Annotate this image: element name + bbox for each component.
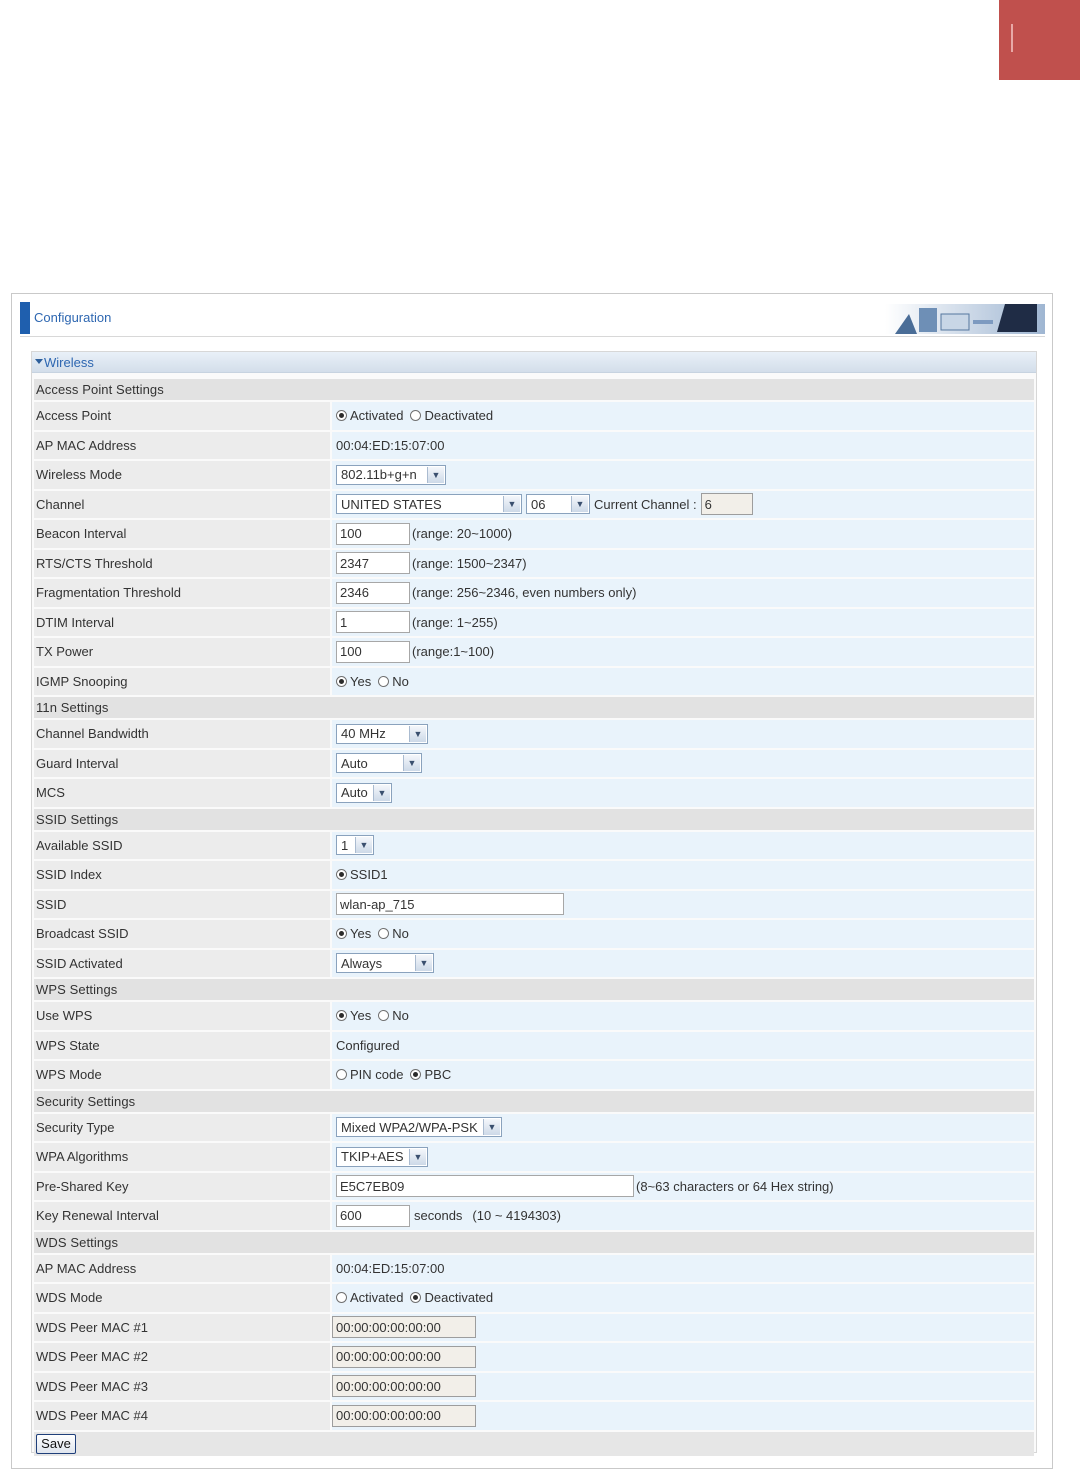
key-renewal-label: Key Renewal Interval xyxy=(34,1202,330,1230)
settings-table xyxy=(34,379,1034,1456)
rts-threshold-label: RTS/CTS Threshold xyxy=(34,550,330,578)
wireless-mode-select[interactable] xyxy=(336,465,446,485)
igmp-no-label: No xyxy=(392,673,409,689)
broadcast-no-label: No xyxy=(392,926,409,942)
chevron-down-icon: ▼ xyxy=(483,1119,500,1135)
page-title: Configuration xyxy=(34,310,112,325)
ssid-activated-row xyxy=(34,950,1034,978)
igmp-yes-radio[interactable] xyxy=(336,676,347,687)
available-ssid-value: 1 xyxy=(341,837,349,853)
tx-power-note: (range:1~100) xyxy=(412,644,495,660)
fragmentation-threshold-note: (range: 256~2346, even numbers only) xyxy=(412,585,637,601)
wds-activated-radio[interactable] xyxy=(336,1292,347,1303)
wds-peer-mac-label: WDS Peer MAC #2 xyxy=(34,1343,330,1371)
security-type-value: Mixed WPA2/WPA-PSK xyxy=(341,1119,478,1135)
ssid-input[interactable]: wlan-ap_715 xyxy=(336,893,564,915)
wds-peer-mac-label: WDS Peer MAC #3 xyxy=(34,1373,330,1401)
collapse-triangle-icon xyxy=(35,359,43,364)
ssid-index-row xyxy=(34,861,1034,889)
wds-peer-mac-input: 00:00:00:00:00:00 xyxy=(332,1346,476,1368)
wps-no-label: No xyxy=(392,1008,409,1024)
broadcast-no-radio[interactable] xyxy=(378,928,389,939)
available-ssid-label: Available SSID xyxy=(34,832,330,860)
wps-settings-heading: WPS Settings xyxy=(34,979,1034,1000)
access-point-settings-heading: Access Point Settings xyxy=(34,379,1034,400)
wps-mode-label: WPS Mode xyxy=(34,1061,330,1089)
wps-yes-radio[interactable] xyxy=(336,1010,347,1021)
broadcast-yes-label: Yes xyxy=(350,926,372,942)
channel-value: 06 xyxy=(531,496,546,512)
wds-ap-mac-row xyxy=(34,1255,1034,1283)
deactivated-label: Deactivated xyxy=(424,408,494,424)
wireless-mode-row xyxy=(34,461,1034,489)
header-accent-bar xyxy=(20,302,30,334)
key-renewal-unit: seconds xyxy=(414,1208,463,1224)
beacon-interval-label: Beacon Interval xyxy=(34,520,330,548)
pre-shared-key-input[interactable]: E5C7EB09 xyxy=(336,1175,634,1197)
chevron-down-icon: ▼ xyxy=(415,955,432,971)
chevron-down-icon: ▼ xyxy=(373,785,390,801)
wireless-mode-value: 802.11b+g+n xyxy=(341,467,417,483)
channel-bandwidth-value: 40 MHz xyxy=(341,726,386,742)
ssid-activated-label: SSID Activated xyxy=(34,950,330,978)
wireless-container xyxy=(31,351,1037,1453)
page-corner-tab xyxy=(999,0,1080,80)
tx-power-row xyxy=(34,638,1034,666)
wds-peer-mac-label: WDS Peer MAC #1 xyxy=(34,1314,330,1342)
ssid-index-label: SSID Index xyxy=(34,861,330,889)
ap-mac-label: AP MAC Address xyxy=(34,432,330,460)
igmp-yes-label: Yes xyxy=(350,673,372,689)
11n-settings-heading: 11n Settings xyxy=(34,697,1034,718)
chevron-down-icon: ▼ xyxy=(503,496,520,512)
mcs-value: Auto xyxy=(341,785,368,801)
available-ssid-select[interactable] xyxy=(336,835,374,855)
pre-shared-key-row xyxy=(34,1173,1034,1201)
ssid1-label: SSID1 xyxy=(350,867,388,883)
tx-power-input[interactable]: 100 xyxy=(336,641,410,663)
ap-mac-row xyxy=(34,432,1034,460)
wpa-algorithms-row xyxy=(34,1143,1034,1171)
security-type-label: Security Type xyxy=(34,1114,330,1142)
ap-mac-value: 00:04:ED:15:07:00 xyxy=(336,437,445,453)
configuration-panel xyxy=(11,293,1053,1469)
chevron-down-icon: ▼ xyxy=(355,837,372,853)
access-point-row xyxy=(34,402,1034,430)
security-settings-heading: Security Settings xyxy=(34,1091,1034,1112)
wireless-mode-label: Wireless Mode xyxy=(34,461,330,489)
broadcast-yes-radio[interactable] xyxy=(336,928,347,939)
wds-peer-mac-row xyxy=(34,1373,1034,1401)
mcs-select[interactable] xyxy=(336,783,392,803)
wpa-algorithms-select[interactable] xyxy=(336,1147,428,1167)
corner-tick xyxy=(1011,24,1013,52)
wps-pin-label: PIN code xyxy=(350,1067,404,1083)
guard-interval-label: Guard Interval xyxy=(34,750,330,778)
beacon-interval-note: (range: 20~1000) xyxy=(412,526,513,542)
broadcast-ssid-label: Broadcast SSID xyxy=(34,920,330,948)
pre-shared-key-label: Pre-Shared Key xyxy=(34,1173,330,1201)
chevron-down-icon: ▼ xyxy=(403,755,420,771)
access-point-activated-radio[interactable] xyxy=(336,410,347,421)
wps-pbc-label: PBC xyxy=(424,1067,452,1083)
fragmentation-threshold-label: Fragmentation Threshold xyxy=(34,579,330,607)
access-point-label: Access Point xyxy=(34,402,330,430)
available-ssid-row xyxy=(34,832,1034,860)
country-select[interactable] xyxy=(336,494,522,514)
wps-pbc-radio[interactable] xyxy=(410,1069,421,1080)
ssid1-radio[interactable] xyxy=(336,869,347,880)
igmp-snooping-label: IGMP Snooping xyxy=(34,668,330,696)
mcs-label: MCS xyxy=(34,779,330,807)
use-wps-label: Use WPS xyxy=(34,1002,330,1030)
channel-select[interactable] xyxy=(526,494,590,514)
activated-label: Activated xyxy=(350,408,404,424)
wps-state-label: WPS State xyxy=(34,1032,330,1060)
security-type-row xyxy=(34,1114,1034,1142)
rts-threshold-input[interactable]: 2347 xyxy=(336,552,410,574)
channel-bandwidth-label: Channel Bandwidth xyxy=(34,720,330,748)
wds-deactivated-radio[interactable] xyxy=(410,1292,421,1303)
wds-peer-mac-row xyxy=(34,1314,1034,1342)
chevron-down-icon: ▼ xyxy=(409,726,426,742)
wps-pin-radio[interactable] xyxy=(336,1069,347,1080)
tx-power-label: TX Power xyxy=(34,638,330,666)
network-banner-icon xyxy=(885,300,1045,336)
beacon-interval-input[interactable]: 100 xyxy=(336,523,410,545)
chevron-down-icon: ▼ xyxy=(571,496,588,512)
save-bar xyxy=(34,1432,1034,1456)
guard-interval-row xyxy=(34,750,1034,778)
guard-interval-select[interactable] xyxy=(336,753,422,773)
dtim-interval-row xyxy=(34,609,1034,637)
save-button[interactable]: Save xyxy=(36,1434,76,1454)
ssid-row xyxy=(34,891,1034,919)
rts-threshold-row xyxy=(34,550,1034,578)
beacon-interval-row xyxy=(34,520,1034,548)
key-renewal-row xyxy=(34,1202,1034,1230)
igmp-snooping-row xyxy=(34,668,1034,696)
wps-state-value: Configured xyxy=(336,1037,400,1053)
wds-mode-label: WDS Mode xyxy=(34,1284,330,1312)
ssid-label: SSID xyxy=(34,891,330,919)
wds-ap-mac-value: 00:04:ED:15:07:00 xyxy=(336,1260,445,1276)
security-type-select[interactable] xyxy=(336,1117,502,1137)
chevron-down-icon: ▼ xyxy=(427,467,444,483)
fragmentation-threshold-input[interactable]: 2346 xyxy=(336,582,410,604)
guard-interval-value: Auto xyxy=(341,755,368,771)
wds-peer-mac-label: WDS Peer MAC #4 xyxy=(34,1402,330,1430)
wps-state-row xyxy=(34,1032,1034,1060)
wds-settings-heading: WDS Settings xyxy=(34,1232,1034,1253)
channel-bandwidth-row xyxy=(34,720,1034,748)
broadcast-ssid-row xyxy=(34,920,1034,948)
chevron-down-icon: ▼ xyxy=(409,1149,426,1165)
current-channel-field: 6 xyxy=(701,493,753,515)
access-point-deactivated-radio[interactable] xyxy=(410,410,421,421)
wds-peer-mac-input: 00:00:00:00:00:00 xyxy=(332,1316,476,1338)
key-renewal-note: (10 ~ 4194303) xyxy=(472,1208,561,1224)
mcs-row xyxy=(34,779,1034,807)
wds-mode-row xyxy=(34,1284,1034,1312)
dtim-interval-note: (range: 1~255) xyxy=(412,614,498,630)
igmp-no-radio[interactable] xyxy=(378,676,389,687)
fragmentation-threshold-row xyxy=(34,579,1034,607)
ssid-settings-heading: SSID Settings xyxy=(34,809,1034,830)
current-channel-label: Current Channel : xyxy=(594,496,697,512)
wireless-heading: Wireless xyxy=(44,355,94,370)
wds-peer-mac-row xyxy=(34,1402,1034,1430)
channel-bandwidth-select[interactable] xyxy=(336,724,428,744)
channel-label: Channel xyxy=(34,491,330,519)
use-wps-row xyxy=(34,1002,1034,1030)
wps-no-radio[interactable] xyxy=(378,1010,389,1021)
dtim-interval-input[interactable]: 1 xyxy=(336,611,410,633)
country-value: UNITED STATES xyxy=(341,496,442,512)
wpa-algorithms-value: TKIP+AES xyxy=(341,1149,404,1165)
wds-deactivated-label: Deactivated xyxy=(424,1290,494,1306)
wireless-section-toggle[interactable] xyxy=(32,352,1036,373)
wds-activated-label: Activated xyxy=(350,1290,404,1306)
dtim-interval-label: DTIM Interval xyxy=(34,609,330,637)
configuration-header xyxy=(20,300,1045,337)
wds-peer-mac-row xyxy=(34,1343,1034,1371)
channel-row xyxy=(34,491,1034,519)
key-renewal-input[interactable]: 600 xyxy=(336,1205,410,1227)
rts-threshold-note: (range: 1500~2347) xyxy=(412,555,527,571)
wpa-algorithms-label: WPA Algorithms xyxy=(34,1143,330,1171)
ssid-activated-value: Always xyxy=(341,955,383,971)
pre-shared-key-note: (8~63 characters or 64 Hex string) xyxy=(636,1178,834,1194)
wds-ap-mac-label: AP MAC Address xyxy=(34,1255,330,1283)
wps-yes-label: Yes xyxy=(350,1008,372,1024)
wps-mode-row xyxy=(34,1061,1034,1089)
wds-peer-mac-input: 00:00:00:00:00:00 xyxy=(332,1405,476,1427)
wds-peer-mac-input: 00:00:00:00:00:00 xyxy=(332,1375,476,1397)
ssid-activated-select[interactable] xyxy=(336,953,434,973)
